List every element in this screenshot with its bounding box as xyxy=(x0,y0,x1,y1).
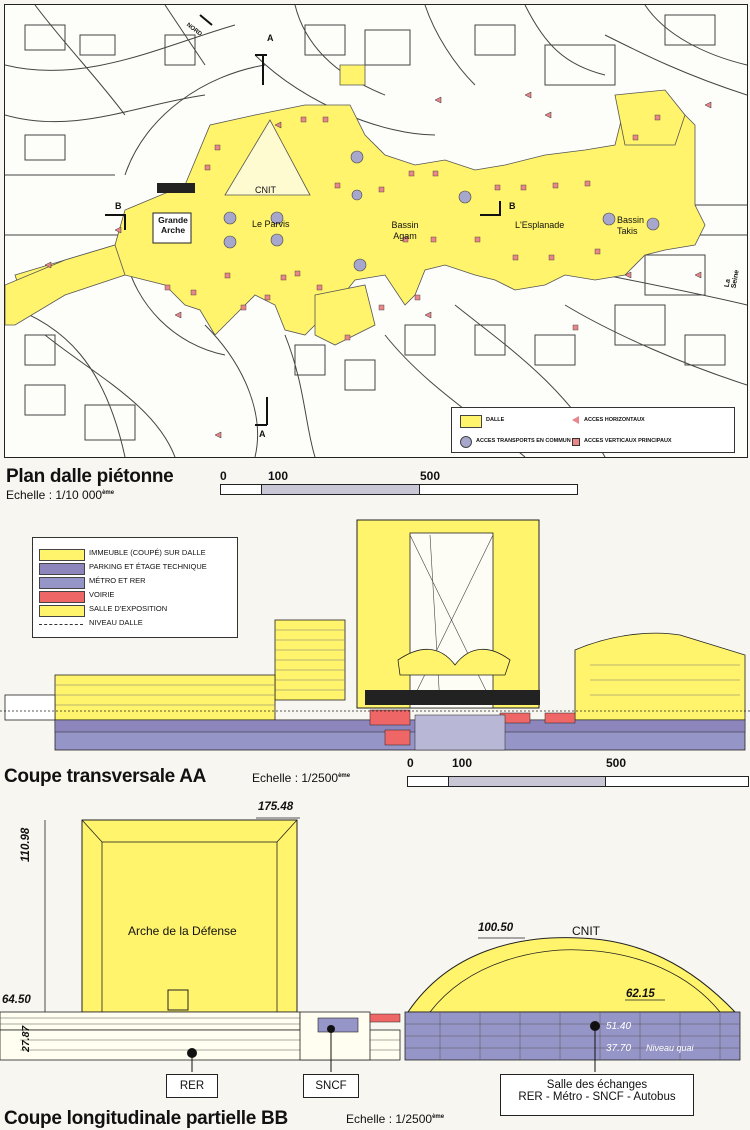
plan-scale-text: Echelle : 1/10 000 xyxy=(6,488,103,502)
coupe-aa-bar-0: 0 xyxy=(407,756,414,770)
section-b-label-right: B xyxy=(509,201,516,211)
legend-immeuble-label: IMMEUBLE (COUPÉ) SUR DALLE xyxy=(89,548,206,557)
legend-vertical-icon xyxy=(572,438,580,446)
plan-bar-500: 500 xyxy=(420,469,441,483)
legend-voirie-label: VOIRIE xyxy=(89,590,115,599)
salle-label: Salle des échanges xyxy=(546,1079,648,1091)
dalle-north-block xyxy=(340,65,365,85)
grande-arche-bars xyxy=(157,183,195,193)
map-legend xyxy=(451,407,735,453)
dalle-west-strip xyxy=(5,245,125,325)
dim-level-3770: 37.70 xyxy=(606,1043,632,1054)
legend-metro-label: MÉTRO ET RER xyxy=(89,576,146,585)
dim-left-level: 64.50 xyxy=(2,994,31,1006)
coupe-aa-scale-sup: ème xyxy=(338,773,351,779)
coupe-aa-scale-bar xyxy=(407,776,749,787)
legend-transit-icon xyxy=(460,436,472,448)
dim-cnit-right: 62.15 xyxy=(626,988,655,1000)
legend-parking-label: PARKING ET ÉTAGE TECHNIQUE xyxy=(89,562,207,571)
legend-vertical-label: ACCES VERTICAUX PRINCIPAUX xyxy=(584,438,672,444)
section-bb-drawing xyxy=(0,800,750,1060)
plan-scale-bar-segment xyxy=(261,485,420,494)
le-parvis-label: Le Parvis xyxy=(252,219,290,229)
bassin-agam-label: Bassin Agam xyxy=(391,220,419,241)
niveau-quai-label: Niveau quai xyxy=(646,1043,694,1053)
legend-dalle-label: DALLE xyxy=(486,417,505,423)
dalle-east-block xyxy=(615,90,685,145)
section-a-label-top: A xyxy=(267,33,274,43)
legend-dalle-swatch xyxy=(460,415,482,428)
legend-expo-label: SALLE D'EXPOSITION xyxy=(89,604,168,613)
plan-scale-sup: ème xyxy=(102,490,115,496)
coupe-bb-title: Coupe longitudinale partielle BB xyxy=(4,1108,288,1129)
salle-echanges-tag xyxy=(500,1074,694,1116)
pedestrian-deck-map xyxy=(4,4,748,458)
dim-arche-height: 110.98 xyxy=(20,827,32,862)
north-label: NORD xyxy=(185,22,203,38)
esplanade-label: L'Esplanade xyxy=(515,220,565,230)
coupe-bb-scale-text: Echelle : 1/2500 xyxy=(346,1112,433,1126)
section-b-label-left: B xyxy=(115,201,122,211)
coupe-aa-scale-bar-segment xyxy=(448,777,606,786)
coupe-aa-bar-100: 100 xyxy=(452,756,473,770)
dim-arche-top: 175.48 xyxy=(258,801,294,813)
legend-horizontal-label: ACCES HORIZONTAUX xyxy=(584,417,645,423)
cnit-bb-label: CNIT xyxy=(572,924,600,938)
dim-lower-level: 27.87 xyxy=(20,1025,32,1052)
dim-level-5140: 51.40 xyxy=(606,1021,632,1032)
grande-arche-label: Grande Arche xyxy=(158,215,188,235)
sncf-tag: SNCF xyxy=(303,1074,359,1098)
coupe-bb-scale-sup: ème xyxy=(432,1114,445,1120)
cnit-label: CNIT xyxy=(255,185,276,195)
north-arrow xyxy=(200,15,212,25)
coupe-aa-title: Coupe transversale AA xyxy=(4,766,207,787)
legend-transit-label: ACCES TRANSPORTS EN COMMUN xyxy=(476,438,571,444)
arche-label: Arche de la Défense xyxy=(128,924,237,938)
bassin-takis-label: Bassin Takis xyxy=(617,215,645,236)
cnit-bb xyxy=(408,938,735,1012)
left-buildings xyxy=(5,620,345,720)
legend-niveau-label: NIVEAU DALLE xyxy=(89,618,143,627)
coupe-bb-scale xyxy=(346,1112,444,1126)
arche-section xyxy=(357,520,540,708)
dim-cnit-top: 100.50 xyxy=(478,922,514,934)
coupe-aa-scale-text: Echelle : 1/2500 xyxy=(252,771,339,785)
arche-bb xyxy=(82,820,297,1012)
coupe-aa-bar-500: 500 xyxy=(606,756,627,770)
plan-scale xyxy=(6,488,114,502)
rer-tag: RER xyxy=(166,1074,218,1098)
salle-sub-label: RER - Métro - SNCF - Autobus xyxy=(518,1091,676,1103)
plan-bar-100: 100 xyxy=(268,469,289,483)
la-seine-label: La Seine xyxy=(723,269,741,290)
plan-title: Plan dalle piétonne xyxy=(6,466,174,487)
section-a-label-bottom: A xyxy=(259,429,266,439)
plan-bar-0: 0 xyxy=(220,469,227,483)
coupe-aa-scale xyxy=(252,771,350,785)
section-aa-drawing xyxy=(0,515,750,755)
right-buildings xyxy=(575,633,745,720)
legend-horizontal-icon xyxy=(572,416,579,424)
plan-scale-bar xyxy=(220,484,578,495)
